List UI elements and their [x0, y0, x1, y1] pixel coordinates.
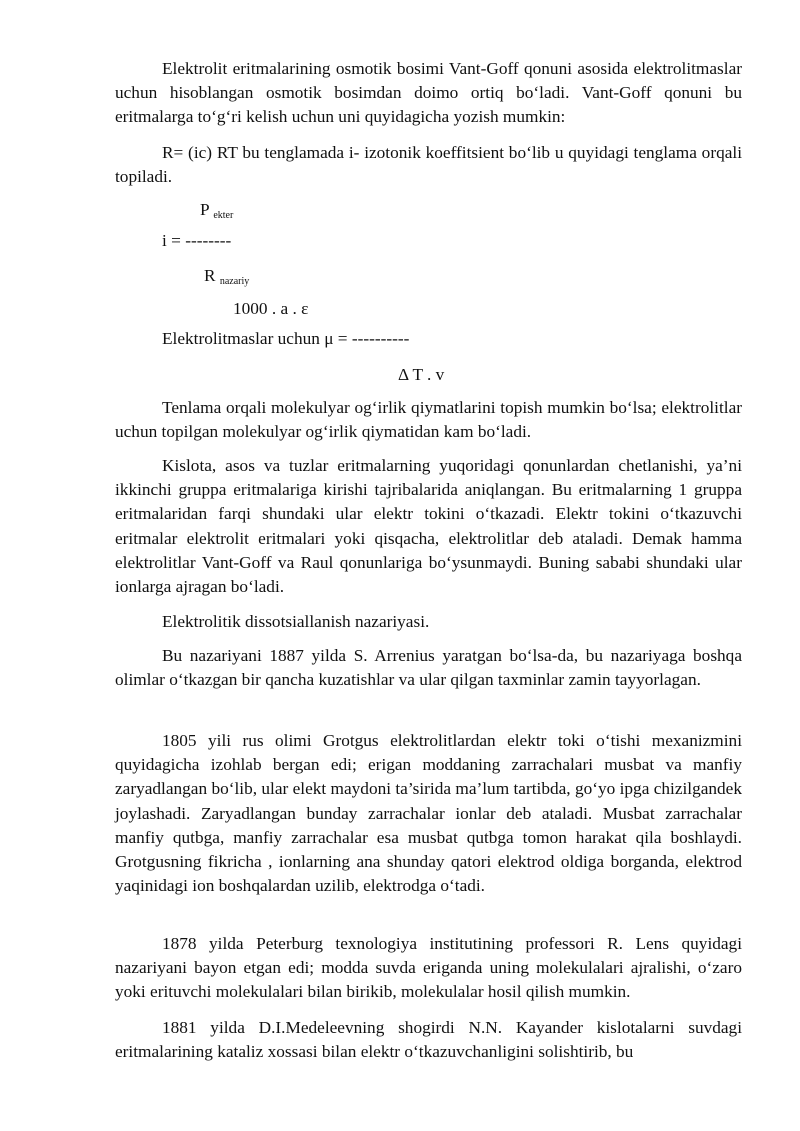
formula-mu-denominator: Δ T . v — [398, 365, 445, 384]
formula-i-lhs: i = -------- — [162, 231, 232, 250]
paragraph-vant-goff-equation: R= (ic) RT bu tenglamada i- izotonik koeffitsient bo‘lib u quyidagi tenglama orqali topiladi. — [115, 143, 742, 187]
paragraph-grotgus: 1805 yili rus olimi Grotgus elektrolitlardan elektr toki o‘tishi mexanizmini quyidagicha izohlab bergan edi; erigan moddaning zarrachalari musbat va manfiy zaryadlangan bo‘lib, ular elekt maydoni ta’sirida ma’lum tartibda, go‘yo ipga chizilgandek joylashadi. Zaryadlangan bunday zarrachalar ionlar deb ataladi. Musbat zarrachalar manfiy qutbga, manfiy zarrachalar esa musbat qutbga tomon harakat qila boshlaydi. Grotgusning fikricha , ionlarning ana shunday qatori elektrod oldiga borganda, elektrod yaqinidagi ion boshqalardan uzilib, elektrodga o‘tadi. — [115, 731, 742, 896]
paragraph-arrhenius: Bu nazariyani 1887 yilda S. Arrenius yaratgan bo‘lsa-da, bu nazariyaga boshqa olimlar o‘tkazgan bir qancha kuzatishlar va ular qilgan taxminlar zamin tayyorlagan. — [115, 646, 742, 690]
paragraph-kayander: 1881 yilda D.I.Medeleevning shogirdi N.N. Kayander kislotalarni suvdagi eritmalarining kataliz xossasi bilan elektr o‘tkazuvchanligini solishtirib, bu — [115, 1018, 742, 1062]
formula-i-numerator: P $_{ekter}$ — [200, 200, 234, 221]
formula-i-denominator: R $_{nazariy}$ — [204, 266, 250, 287]
paragraph-molecular-weight: Tenlama orqali molekulyar og‘irlik qiymatlarini topish mumkin bo‘lsa; elektrolitlar uchun topilgan molekulyar og‘irlik qiymatidan kam bo‘ladi. — [115, 398, 742, 442]
paragraph-osmotic-pressure: Elektrolit eritmalarining osmotik bosimi Vant-Goff qonuni asosida elektrolitmaslar uchun hisoblangan osmotik bosimdan doimo ortiq bo‘ladi. Vant-Goff qonuni bu eritmalarga to‘g‘ri kelish uchun uni quyidagicha yozish mumkin: — [115, 59, 742, 127]
formula-mu-lhs: Elektrolitmaslar uchun μ = ---------- — [162, 329, 410, 348]
paragraph-lens: 1878 yilda Peterburg texnologiya institutining professori R. Lens quyidagi nazariyani bayon etgan edi; modda suvda eriganda uning molekulalari ajralishi, o‘zaro yoki erituvchi molekulalari bilan birikib, molekulalar hosil qilish mumkin. — [115, 934, 742, 1002]
section-heading-dissociation-theory: Elektrolitik dissotsiallanish nazariyasi. — [162, 612, 430, 631]
formula-mu-numerator: 1000 . a . ε — [233, 299, 309, 318]
formula-i-fraction-bar: -------- — [185, 231, 232, 250]
paragraph-acids-bases-salts: Kislota, asos va tuzlar eritmalarning yuqoridagi qonunlardan chetlanishi, ya’ni ikkinchi gruppa eritmalariga kirishi tajribalarida aniqlangan. Bu eritmalarning 1 gruppa eritmalaridan farqi shundaki ular elektr tokini o‘tkazadi. Elektr tokini o‘tkazuvchi eritmalar elektrolit eritmalari yoki qisqacha, elektrolitlar deb ataladi. Demak hamma elektrolitlar Vant-Goff va Raul qonunlariga bo‘ysunmaydi. Buning sababi shundaki ular ionlarga ajragan bo‘ladi. — [115, 456, 742, 597]
